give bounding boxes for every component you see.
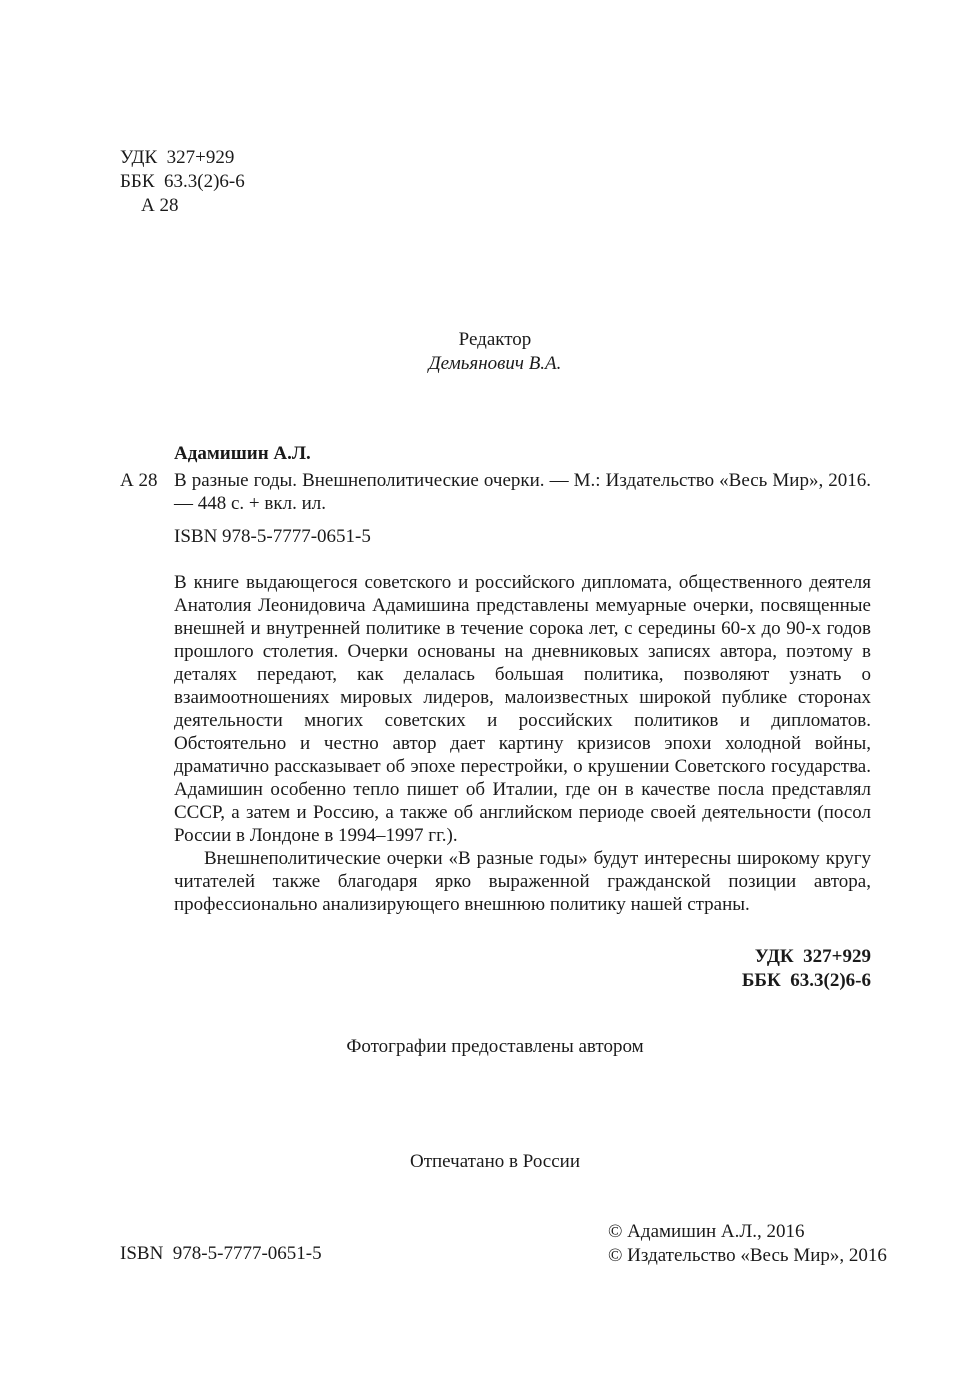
entry-mark: А 28: [120, 470, 158, 491]
entry-description: В разные годы. Внешнеполитические очерки. — М.: Издательство «Весь Мир», 2016. — 448 с. + вкл. ил.: [174, 470, 871, 514]
editor-label: Редактор: [458, 329, 532, 350]
bottom-bbk-code: ББК 63.3(2)6-6: [741, 970, 871, 991]
editor-block: [0, 328, 975, 376]
entry-author: Адамишин А.Л.: [174, 443, 311, 464]
editor-name: Демьянович В.А.: [428, 353, 562, 374]
author-mark: А 28: [141, 195, 179, 216]
printed-in: Отпечатано в России: [409, 1151, 581, 1172]
annotation: [174, 571, 871, 916]
bbk-code: ББК 63.3(2)6-6: [120, 171, 245, 192]
copyright-publisher: © Издательство «Весь Мир», 2016: [608, 1245, 887, 1266]
annotation-paragraph: Внешнеполитические очерки «В разные годы» будут интересны широкому кругу читателей также благодаря ярко выраженной гражданской позиции автора, профессионально анализирующего внешнюю политику нашей страны.: [174, 848, 871, 915]
bottom-udk-code: УДК 327+929: [754, 946, 871, 967]
copyright-block: [608, 1220, 887, 1268]
isbn-bottom: ISBN 978-5-7777-0651-5: [120, 1243, 322, 1264]
udk-code: УДК 327+929: [120, 147, 235, 168]
entry-isbn: ISBN 978-5-7777-0651-5: [174, 526, 371, 547]
bottom-classification-block: [560, 945, 871, 993]
annotation-paragraph: В книге выдающегося советского и российского дипломата, общественного деятеля Анатолия Леонидовича Адамишина представлены мемуарные очерки, посвященные внешней и внутренней политике в течение сорока лет, с середины 60-х до 90-х годов прошлого столетия. Очерки основаны на дневниковых записях автора, поэтому в деталях передают, как делалась большая политика, позволяют узнать о взаимоотношениях мировых лидеров, малоизвестных широкой публике сторонах деятельности многих советских и российских политиков и дипломатов. Обстоятельно и честно автор дает картину кризисов эпохи холодной войны, драматично рассказывает об эпохе перестройки, о крушении Советского государства. Адамишин особенно тепло пишет об Италии, где он в качестве посла представлял СССР, а затем и Россию, а также об английском периоде своей деятельности (посол России в Лондоне в 1994–1997 гг.).: [174, 572, 871, 846]
copyright-author: © Адамишин А.Л., 2016: [608, 1221, 805, 1242]
photo-credit: Фотографии предоставлены автором: [346, 1036, 644, 1057]
classification-block: [120, 146, 245, 218]
